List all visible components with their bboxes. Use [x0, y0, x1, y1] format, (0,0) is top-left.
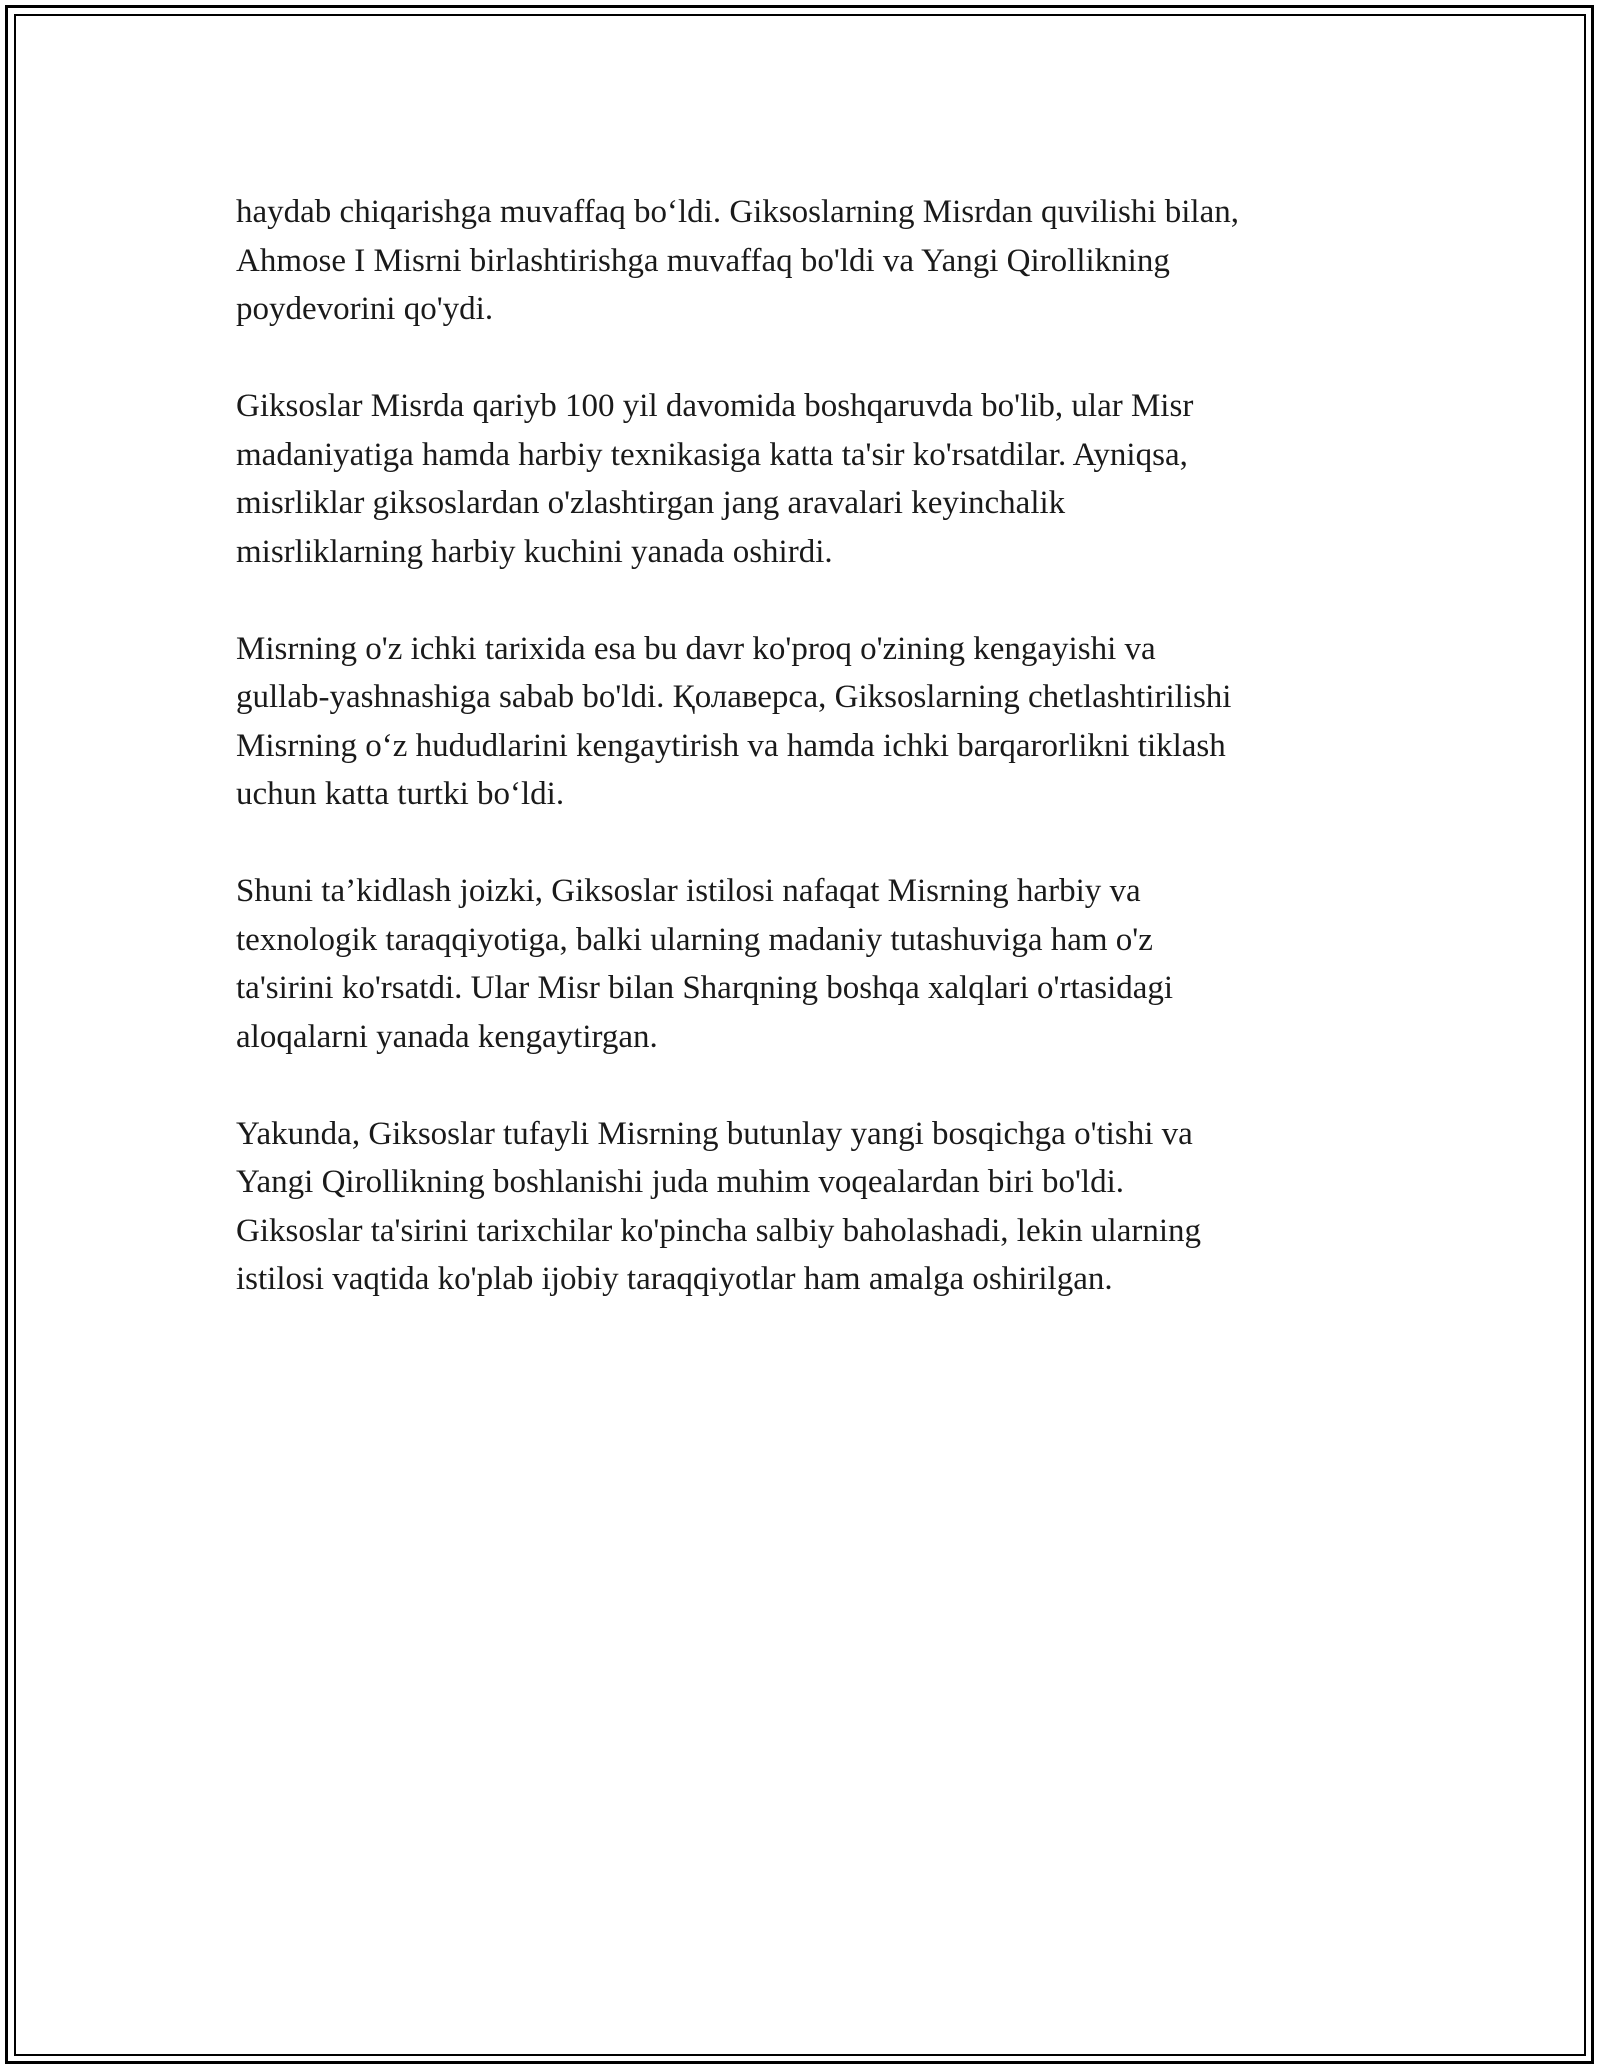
document-body [236, 188, 1366, 1352]
text-line: Misrning o'z ichki tarixida esa bu davr ko'proq o'zining kengayishi va [236, 630, 1156, 667]
text-line: Yakunda, Giksoslar tufayli Misrning butunlay yangi bosqichga o'tishi va [236, 1115, 1193, 1152]
paragraph-5 [236, 1110, 1366, 1304]
text-line: Yangi Qirollikning boshlanishi juda muhim voqealardan biri bo'ldi. [236, 1164, 1125, 1200]
text-line: madaniyatiga hamda harbiy texnikasiga katta ta'sir ko'rsatdilar. Ayniqsa, [236, 436, 1188, 473]
text-line: istilosi vaqtida ko'plab ijobiy taraqqiyotlar ham amalga oshirilgan. [236, 1261, 1113, 1297]
text-line: Giksoslar Misrda qariyb 100 yil davomida boshqaruvda bo'lib, ular Misr [236, 388, 1194, 424]
text-line: Misrning o‘z hududlarini kengaytirish va hamda ichki barqarorlikni tiklash [236, 727, 1226, 764]
text-line: misrliklar giksoslardan o'zlashtirgan jang aravalari keyinchalik [236, 485, 1066, 521]
text-line: Shuni ta’kidlash joizki, Giksoslar istilosi nafaqat Misrning harbiy va [236, 873, 1141, 909]
paragraph-3 [236, 625, 1366, 819]
text-line: poydevorini qo'ydi. [236, 291, 494, 327]
paragraph-1 [236, 188, 1366, 334]
text-line: aloqalarni yanada kengaytirgan. [236, 1018, 658, 1055]
text-line: gullab-yashnashiga sabab bo'ldi. Қолаверса, Giksoslarning chetlashtirilishi [236, 679, 1232, 715]
text-line: Ahmose I Misrni birlashtirishga muvaffaq bo'ldi va Yangi Qirollikning [236, 242, 1170, 279]
paragraph-4 [236, 867, 1366, 1061]
text-line: misrliklarning harbiy kuchini yanada oshirdi. [236, 533, 833, 570]
text-line: Giksoslar ta'sirini tarixchilar ko'pincha salbiy baholashadi, lekin ularning [236, 1212, 1201, 1249]
paragraph-2 [236, 382, 1366, 576]
text-line: ta'sirini ko'rsatdi. Ular Misr bilan Sharqning boshqa xalqlari o'rtasidagi [236, 970, 1174, 1006]
text-line: texnologik taraqqiyotiga, balki ularning madaniy tutashuviga ham o'z [236, 921, 1153, 958]
text-line: haydab chiqarishga muvaffaq bo‘ldi. Giksoslarning Misrdan quvilishi bilan, [236, 194, 1239, 230]
text-line: uchun katta turtki bo‘ldi. [236, 776, 565, 812]
